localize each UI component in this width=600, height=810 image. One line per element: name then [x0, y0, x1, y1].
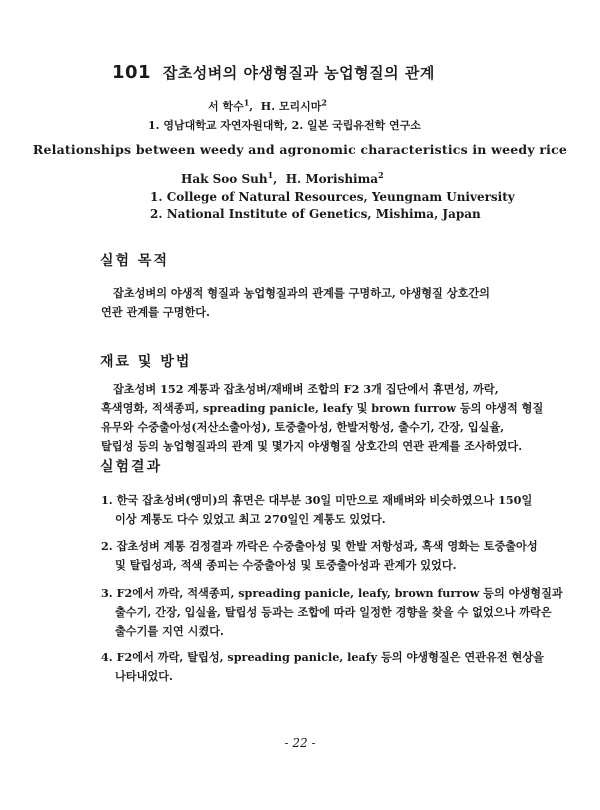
objective-paragraph: [101, 284, 490, 322]
result-item-4: [101, 648, 544, 686]
author-ko-sep: ,: [249, 100, 261, 113]
paragraph-line: 잡초성벼 152 계통과 잡초성벼/재배벼 조합의 F2 3개 집단에서 휴면성, 까락,: [113, 382, 499, 396]
abstract-number: 101: [112, 62, 152, 83]
author-ko-2-sup: 2: [321, 97, 327, 108]
paragraph-line: 연관 관계를 구명한다.: [101, 305, 210, 319]
paper-title-en: Relationships between weedy and agronomic characteristics in weedy rice: [32, 142, 568, 157]
affiliation-en-2: 2. National Institute of Genetics, Mishima, Japan: [150, 207, 481, 221]
result-line: 2. 잡초성벼 계통 검정결과 까락은 수중출아성 및 한발 저항성과, 흑색 영화는 토중출아성: [101, 539, 538, 553]
result-item-2: [101, 537, 538, 575]
result-line: 3. F2에서 까락, 적색종피, spreading panicle, leafy, brown furrow 등의 야생형질과: [101, 586, 563, 600]
authors-en: [181, 172, 384, 186]
title-ko-text: 잡초성벼의 야생형질과 농업형질의 관계: [162, 64, 435, 82]
section-heading-methods: 재료 및 방법: [100, 354, 192, 370]
paragraph-line: 탈립성 등의 농업형질과의 관계 및 몇가지 야생형질 상호간의 연관 관계를 조사하였다.: [101, 439, 523, 453]
author-en-1-sup: 1: [267, 170, 274, 180]
paper-title-ko: [112, 62, 435, 83]
author-ko-1-sup: 1: [243, 97, 250, 108]
result-line: 이상 계통도 다수 있었고 최고 270일인 계통도 있었다.: [115, 512, 386, 526]
result-line: 출수기를 지연 시켰다.: [115, 624, 224, 638]
paragraph-line: 흑색영화, 적색종피, spreading panicle, leafy 및 brown furrow 등의 야생적 형질: [101, 401, 544, 415]
section-heading-objective: 실험 목적: [100, 253, 169, 269]
result-item-1: [101, 491, 532, 529]
affiliation-en-1: 1. College of Natural Resources, Yeungnam University: [150, 190, 515, 204]
paragraph-line: 잡초성벼의 야생적 형질과 농업형질과의 관계를 구명하고, 야생형질 상호간의: [113, 286, 490, 300]
result-line: 출수기, 간장, 입실율, 탈립성 등과는 조합에 따라 일정한 경향을 찾을 수 없었으나 까락은: [115, 605, 552, 619]
author-en-2: H. Morishima: [285, 172, 379, 186]
affiliations-ko: 1. 영남대학교 자연자원대학, 2. 일본 국립유전학 연구소: [148, 119, 421, 132]
page-number: - 22 -: [284, 736, 316, 750]
result-line: 및 탈립성과, 적색 종피는 수중출아성 및 토중출아성과 관계가 있었다.: [115, 558, 457, 572]
author-en-1: Hak Soo Suh: [181, 172, 268, 186]
methods-paragraph: [101, 380, 543, 456]
author-ko-2: H. 모리시마: [260, 100, 322, 113]
result-line: 4. F2에서 까락, 탈립성, spreading panicle, leafy 등의 야생형질은 연관유전 현상을: [101, 650, 544, 664]
authors-ko: [208, 98, 327, 114]
author-en-sep: ,: [273, 172, 286, 186]
result-line: 1. 한국 잡초성벼(앵미)의 휴면은 대부분 30일 미만으로 재배벼와 비슷하였으나 150일: [101, 493, 533, 507]
paragraph-line: 유무와 수중출아성(저산소출아성), 토중출아성, 한발저항성, 출수기, 간장, 입실율,: [101, 420, 505, 434]
author-en-2-sup: 2: [378, 170, 384, 180]
section-heading-results: 실험결과: [100, 459, 163, 475]
result-line: 나타내었다.: [115, 669, 173, 683]
result-item-3: [101, 584, 563, 641]
author-ko-1: 서 학수: [208, 100, 244, 113]
